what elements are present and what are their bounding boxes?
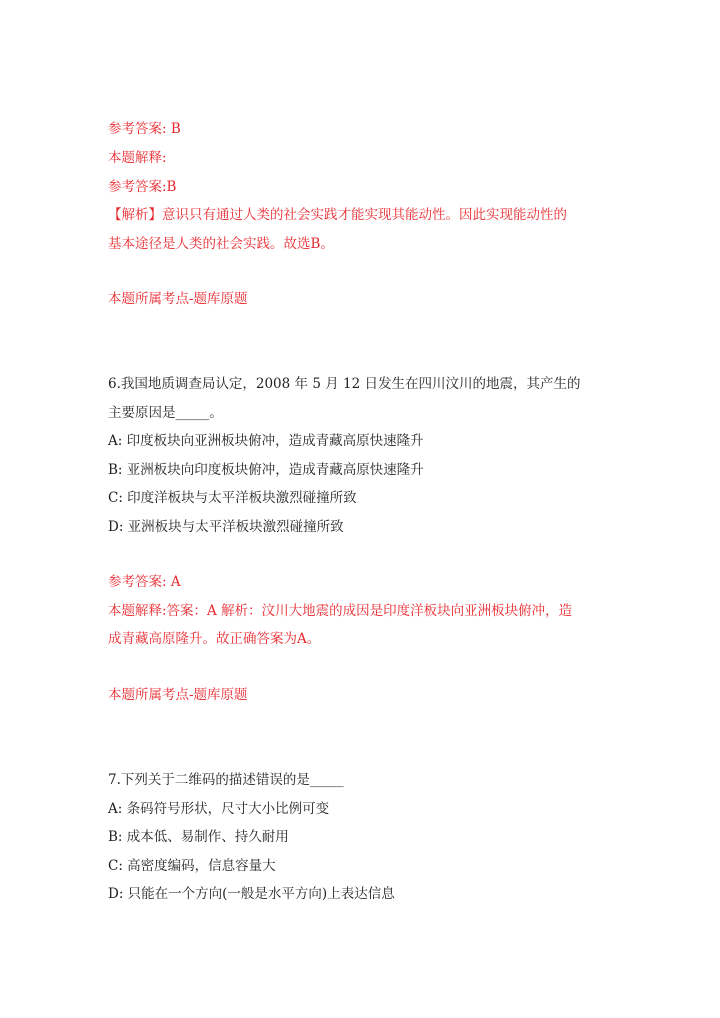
option-d: D: 亚洲板块与太平洋板块激烈碰撞所致: [108, 519, 344, 535]
analysis-line: 基本途径是人类的社会实践。故选B。: [108, 236, 334, 252]
answer-line: 参考答案: B: [108, 121, 181, 137]
explanation-line: 本题解释:答案：A 解析：汶川大地震的成因是印度洋板块向亚洲板块俯冲，造: [108, 603, 573, 619]
option-a: A: 条码符号形状，尺寸大小比例可变: [108, 801, 330, 817]
explanation-line: 成青藏高原隆升。故正确答案为A。: [108, 631, 321, 647]
question-stem: 主要原因是_____。: [108, 405, 223, 421]
option-c: C: 高密度编码，信息容量大: [108, 858, 276, 874]
analysis-line: 【解析】意识只有通过人类的社会实践才能实现其能动性。因此实现能动性的: [108, 207, 567, 223]
explanation-label: 本题解释:: [108, 150, 167, 166]
source-note: 本题所属考点-题库原题: [108, 291, 248, 307]
question-stem: 7.下列关于二维码的描述错误的是_____: [108, 772, 344, 788]
answer-line: 参考答案: A: [108, 574, 181, 590]
answer-line-secondary: 参考答案:B: [108, 179, 177, 195]
option-b: B: 亚洲板块向印度板块俯冲，造成青藏高原快速隆升: [108, 462, 424, 478]
option-a: A: 印度板块向亚洲板块俯冲，造成青藏高原快速隆升: [108, 433, 424, 449]
question-stem: 6.我国地质调查局认定，2008 年 5 月 12 日发生在四川汶川的地震，其产生的: [108, 376, 581, 392]
option-d: D: 只能在一个方向(一般是水平方向)上表达信息: [108, 886, 395, 902]
option-b: B: 成本低、易制作、持久耐用: [108, 829, 289, 845]
source-note: 本题所属考点-题库原题: [108, 687, 248, 703]
option-c: C: 印度洋板块与太平洋板块激烈碰撞所致: [108, 490, 357, 506]
